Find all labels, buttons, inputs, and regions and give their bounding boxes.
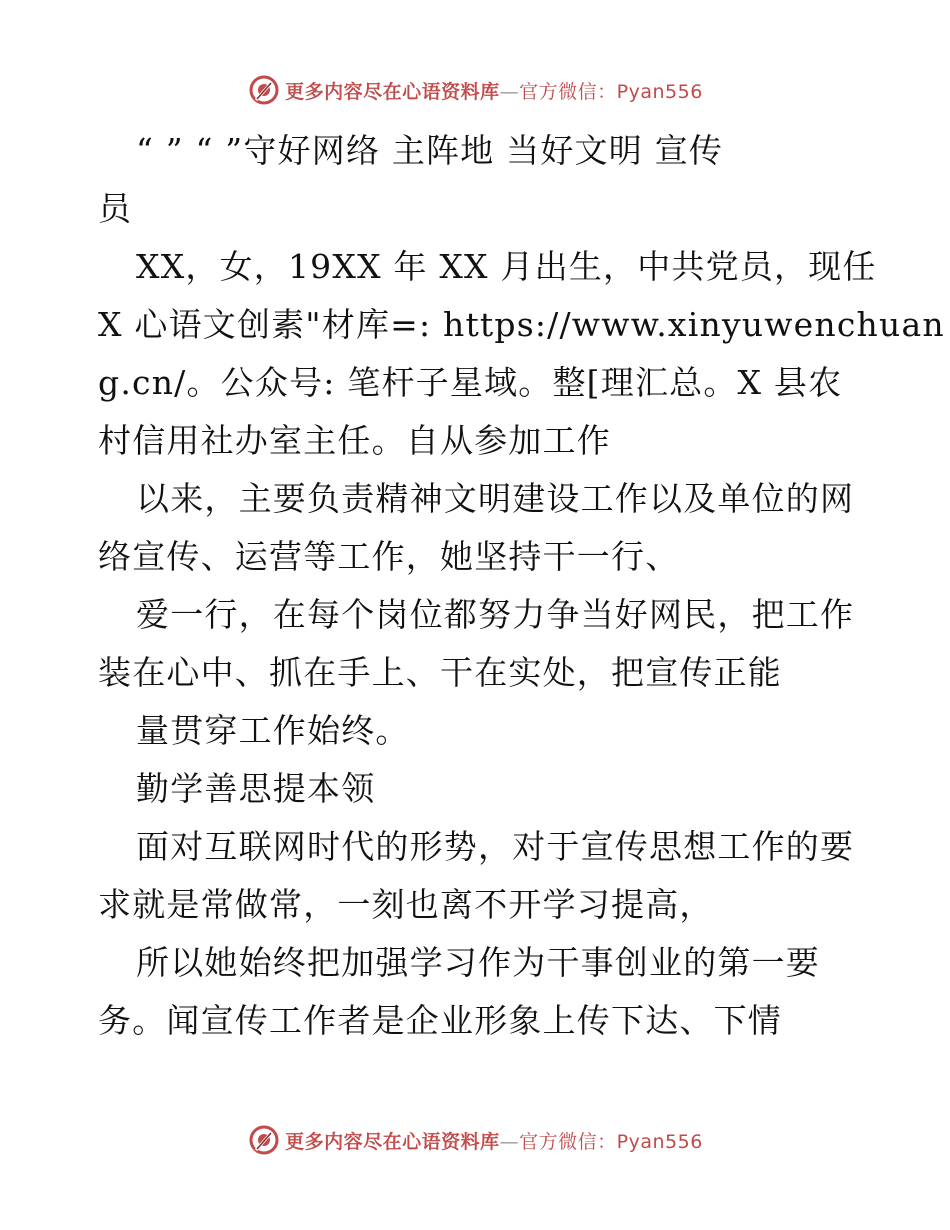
paragraph-line: 爱一行，在每个岗位都努力争当好网民，把工作 xyxy=(136,595,855,634)
pen-logo-icon xyxy=(247,1123,281,1157)
banner-lead: 更多内容尽在心语资料库 xyxy=(285,80,500,103)
banner-wechat: 官方微信：Pyan556 xyxy=(519,80,703,103)
paragraph-line: g.cn/。公众号: 笔杆子星域。整[理汇总。X 县农 xyxy=(98,363,843,402)
paragraph-line: 以来，主要负责精神文明建设工作以及单位的网 xyxy=(136,479,855,518)
paragraph-line: X 心语文创素"材库=: https://www.xinyuwenchuan xyxy=(98,305,945,344)
banner-dash: — xyxy=(499,1130,520,1153)
header-banner xyxy=(0,70,950,110)
paragraph-line: 村信用社办室主任。自从参加工作 xyxy=(98,421,611,460)
banner-text xyxy=(285,77,703,104)
banner-text xyxy=(285,1127,703,1154)
paragraph-line: 所以她始终把加强学习作为干事创业的第一要 xyxy=(136,943,820,982)
section-heading: 勤学善思提本领 xyxy=(136,769,376,808)
banner-wechat: 官方微信：Pyan556 xyxy=(519,1130,703,1153)
paragraph-line: 务。闻宣传工作者是企业形象上传下达、下情 xyxy=(98,1001,782,1040)
paragraph-line: 面对互联网时代的形势，对于宣传思想工作的要 xyxy=(136,827,855,866)
paragraph-line: 求就是常做常，一刻也离不开学习提高， xyxy=(98,885,714,924)
footer-banner xyxy=(0,1120,950,1160)
document-body xyxy=(98,122,945,1050)
banner-lead: 更多内容尽在心语资料库 xyxy=(285,1130,500,1153)
paragraph-line: 量贯穿工作始终。 xyxy=(136,711,410,750)
paragraph-line: 络宣传、运营等工作，她坚持干一行、 xyxy=(98,537,680,576)
paragraph-line: XX，女，19XX 年 XX 月出生，中共党员，现任 xyxy=(136,247,877,286)
document-title-line-2: 员 xyxy=(98,189,133,228)
paragraph-line: 装在心中、抓在手上、干在实处，把宣传正能 xyxy=(98,653,782,692)
pen-logo-icon xyxy=(247,73,281,107)
banner-dash: — xyxy=(499,80,520,103)
document-title-line-1: “ ” “ ”守好网络 主阵地 当好文明 宣传 xyxy=(136,131,724,170)
